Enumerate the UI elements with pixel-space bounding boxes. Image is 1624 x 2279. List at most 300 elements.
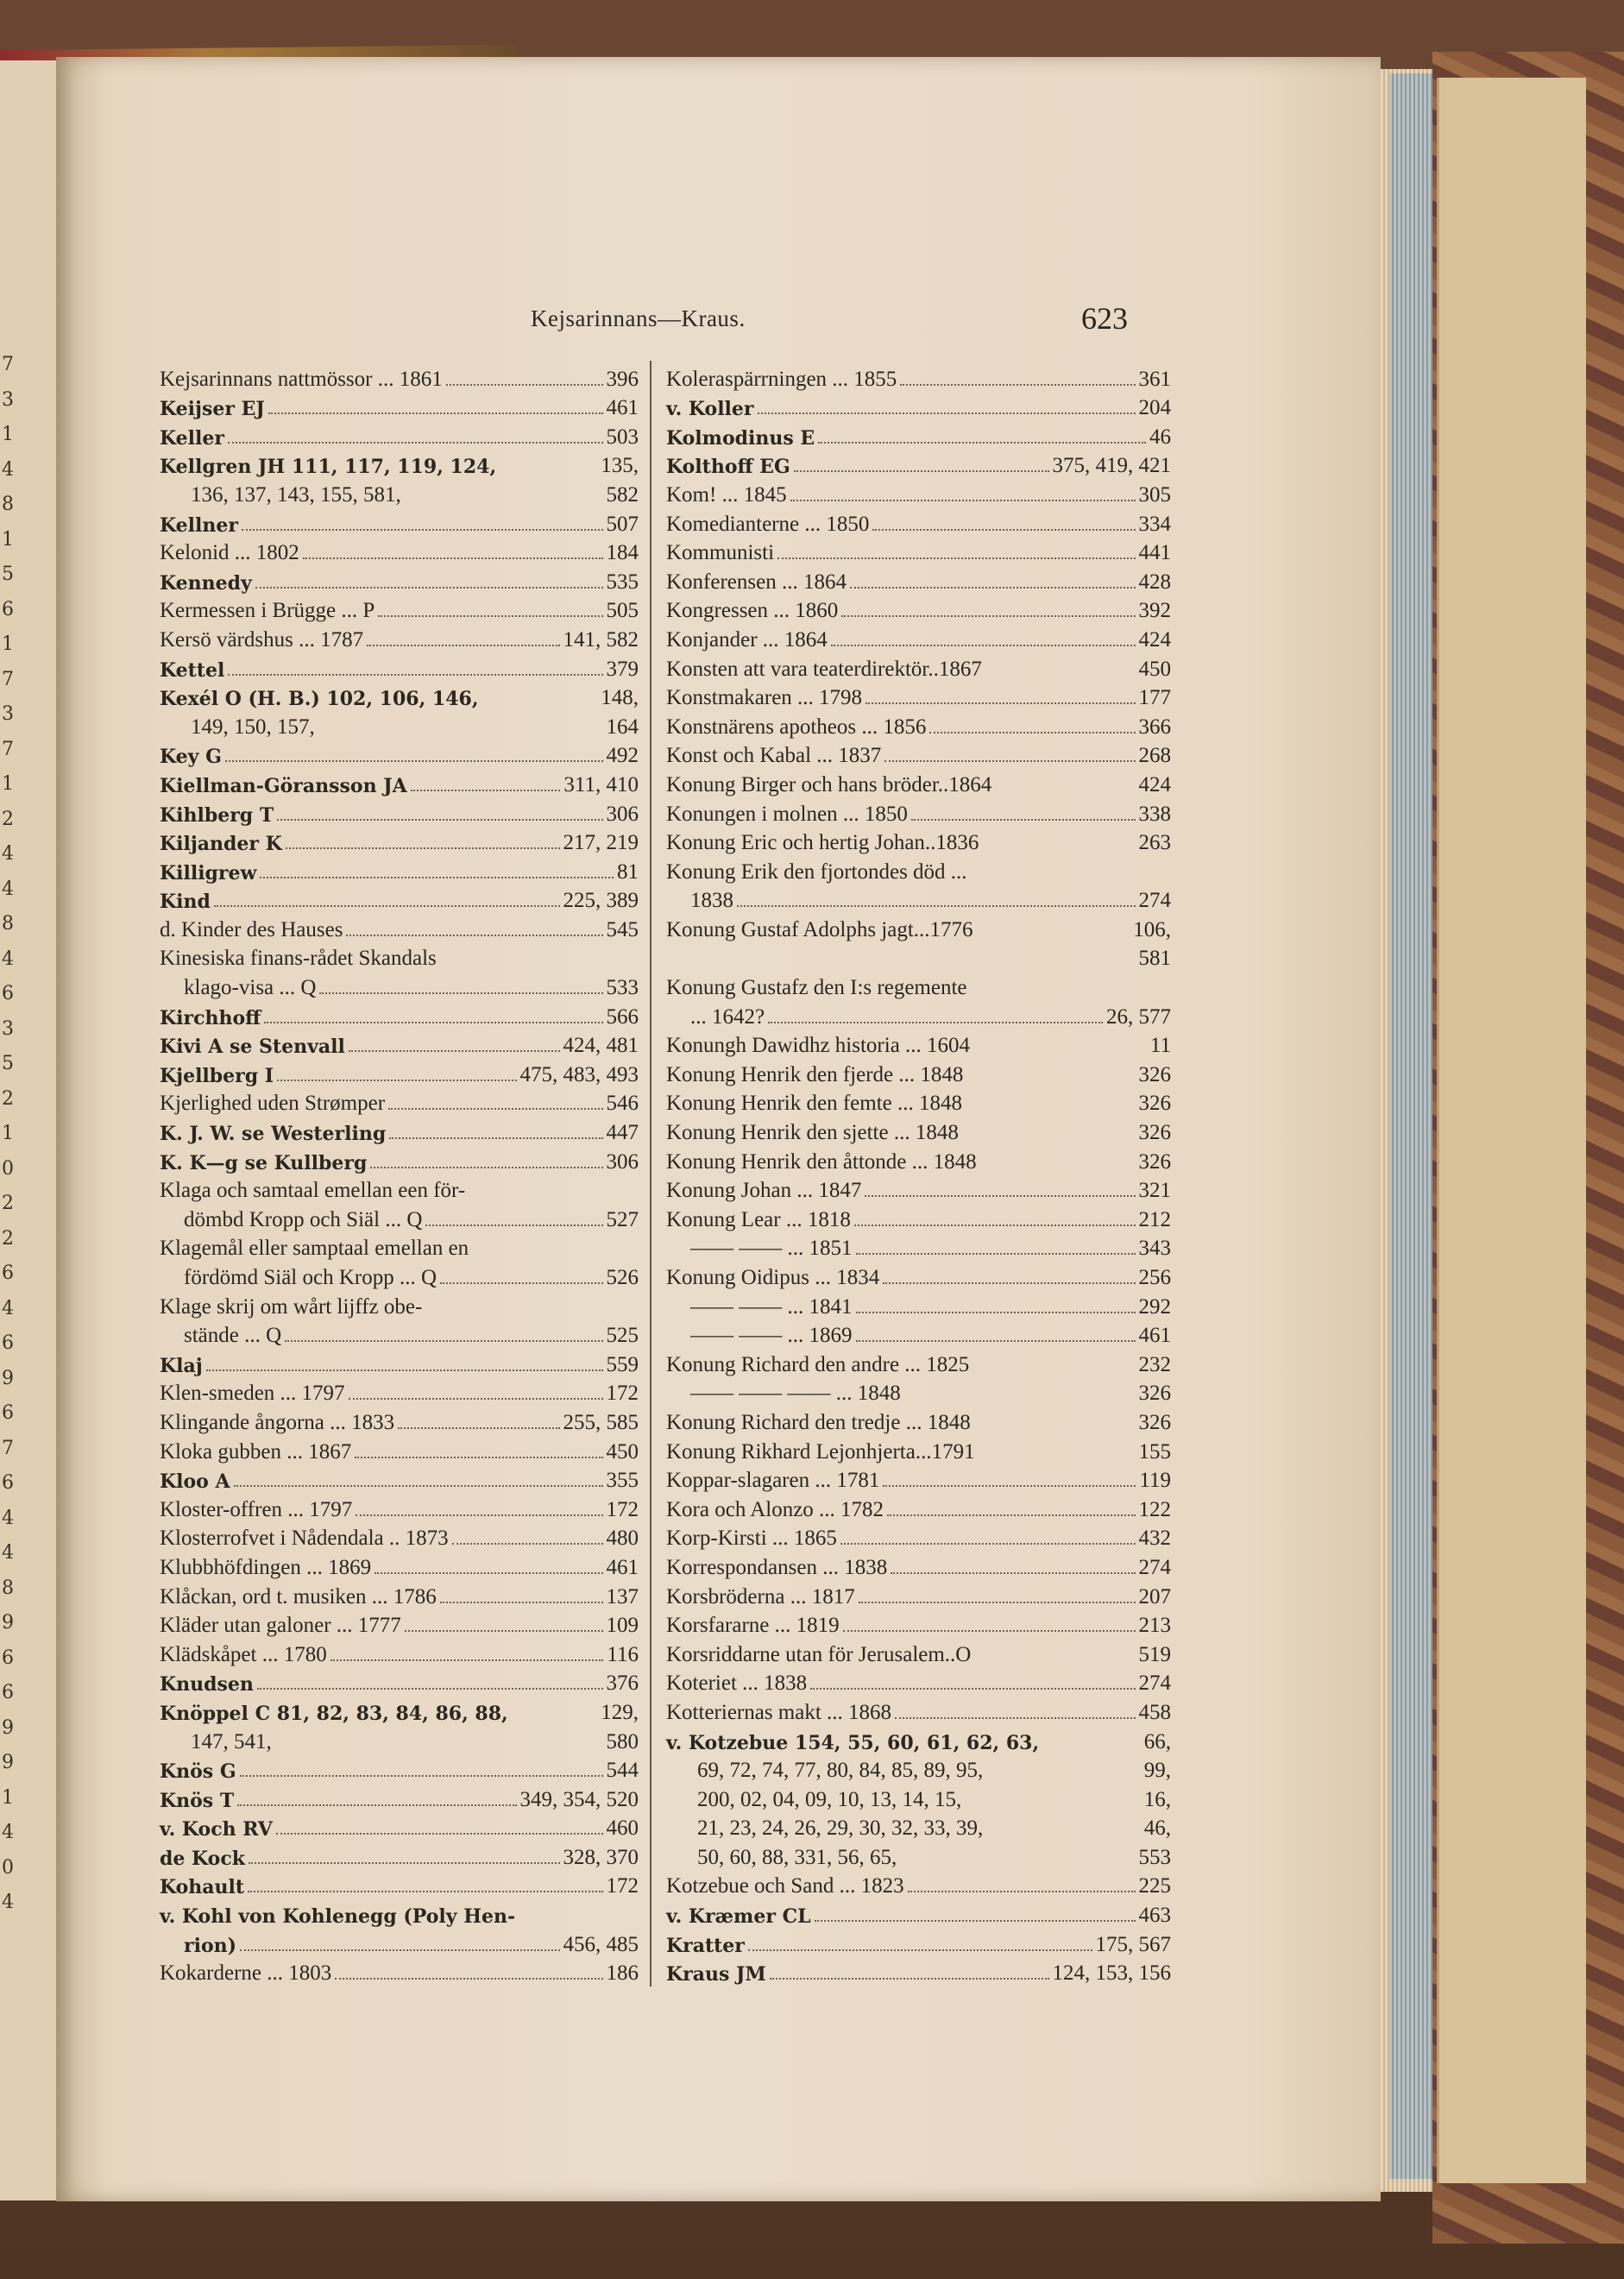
dot-leader: [794, 470, 1049, 472]
entry-title: Kolmodinus E: [666, 426, 815, 450]
entry-page-refs: 274: [1138, 1555, 1171, 1579]
entry-title: Kloo A: [160, 1470, 230, 1494]
entry-page-refs: 184: [606, 541, 639, 565]
index-entry: [160, 1839, 639, 1868]
index-entry: [160, 1753, 639, 1782]
index-entry: [160, 1346, 639, 1376]
index-column-left: [160, 361, 639, 1984]
entry-page-refs: 116: [607, 1642, 639, 1666]
index-entry: [666, 361, 1171, 390]
entry-title: Kokarderne ... 1803: [160, 1961, 332, 1986]
entry-title: K. K—g se Kullberg: [160, 1151, 368, 1174]
entry-title: 149, 150, 157,: [191, 715, 315, 739]
dot-leader: [277, 1080, 516, 1081]
index-entry: [666, 1463, 1171, 1492]
index-page: [56, 57, 1381, 2201]
entry-page-refs: 207: [1138, 1584, 1171, 1609]
entry-page-refs: 480: [606, 1527, 639, 1551]
entry-page-refs: 175, 567: [1095, 1932, 1171, 1956]
entry-title: 69, 72, 74, 77, 80, 84, 85, 89, 95,: [697, 1759, 984, 1783]
index-entry: [160, 708, 639, 738]
entry-page-refs: 26, 577: [1106, 1004, 1171, 1029]
index-entry: [666, 680, 1171, 709]
entry-title: Konstnärens apotheos ... 1856: [666, 715, 927, 739]
facing-page-digit: 8: [2, 913, 14, 935]
index-entry: [160, 1926, 639, 1955]
dot-leader: [389, 1137, 602, 1139]
index-entry: [666, 1868, 1171, 1898]
entry-title: Kora och Alonzo ... 1782: [666, 1497, 884, 1521]
entry-page-refs: 326: [1138, 1092, 1171, 1116]
index-entry: [666, 941, 1171, 970]
facing-page-digit: 6: [2, 1682, 14, 1703]
entry-page-refs: 81: [617, 859, 639, 884]
entry-page-refs: 461: [606, 1555, 639, 1579]
facing-page-digit: 9: [2, 1716, 14, 1739]
dot-leader: [840, 1543, 1136, 1545]
dot-leader: [257, 1688, 603, 1690]
index-entry: [160, 1955, 639, 1985]
entry-title: Konung Oidipus ... 1834: [666, 1266, 880, 1289]
entry-title: Knös G: [160, 1760, 236, 1784]
index-entry: [666, 1056, 1171, 1086]
entry-title: Konung Gustafz den I:s regemente: [666, 976, 967, 1000]
entry-title: Kom! ... 1845: [666, 482, 787, 507]
entry-page-refs: 361: [1138, 367, 1171, 391]
facing-page-digit: 8: [2, 494, 14, 515]
entry-page-refs: 463: [1138, 1904, 1171, 1928]
entry-title: Kotteriernas makt ... 1868: [666, 1700, 892, 1724]
index-entry: [160, 1868, 639, 1898]
entry-title: Kläder utan galoner ... 1777: [160, 1614, 401, 1638]
entry-title: Komedianterne ... 1850: [666, 512, 870, 536]
entry-title: Konung Henrik den sjette ... 1848: [666, 1121, 959, 1145]
facing-page-digit: 4: [2, 1542, 14, 1564]
entry-page-refs: 119: [1139, 1469, 1171, 1493]
entry-page-refs: 492: [606, 744, 639, 768]
facing-page-digit: 1: [2, 1786, 14, 1809]
dot-leader: [303, 557, 603, 559]
index-entry: [160, 621, 639, 651]
dot-leader: [856, 1312, 1136, 1313]
entry-title: —— —— ... 1869: [690, 1324, 853, 1348]
entry-page-refs: 186: [606, 1961, 639, 1986]
entry-title: Kivi A se Stenvall: [160, 1036, 345, 1059]
facing-page-digit: 1: [2, 773, 14, 795]
facing-page-digit: 7: [2, 354, 14, 375]
index-entry: [160, 1463, 639, 1492]
entry-title: 50, 60, 88, 331, 56, 65,: [697, 1845, 897, 1869]
entry-page-refs: 581: [1138, 947, 1171, 971]
entry-title: Klingande ångorna ... 1833: [160, 1410, 395, 1434]
facing-page-digit: 4: [2, 947, 14, 970]
page-number: 623: [1081, 301, 1128, 336]
dot-leader: [843, 1630, 1136, 1632]
dot-leader: [240, 1949, 559, 1951]
index-entry: [666, 796, 1171, 825]
index-entry: [666, 853, 1171, 883]
entry-title: Konst och Kabal ... 1837: [666, 744, 882, 768]
index-entry: [160, 883, 639, 912]
entry-page-refs: 326: [1138, 1410, 1171, 1434]
facing-page-digit: 6: [2, 1472, 14, 1494]
entry-title: Kongressen ... 1860: [666, 599, 839, 623]
facing-page-digit: 2: [2, 1193, 14, 1214]
entry-page-refs: 263: [1138, 831, 1171, 855]
page-edges-tinted: [1389, 73, 1432, 2179]
entry-page-refs: 204: [1138, 396, 1171, 420]
dot-leader: [349, 1398, 603, 1400]
entry-page-refs: 172: [606, 1497, 639, 1521]
dot-leader: [856, 1340, 1136, 1342]
dot-leader: [790, 500, 1136, 501]
index-entry: [666, 911, 1171, 941]
entry-page-refs: 225, 389: [563, 889, 639, 913]
entry-page-refs: 424: [1138, 627, 1171, 652]
entry-title: 21, 23, 24, 26, 29, 30, 32, 33, 39,: [697, 1816, 984, 1841]
entry-title: Kommunisti: [666, 541, 775, 565]
index-entry: [160, 1028, 639, 1057]
index-entry: [160, 1781, 639, 1810]
entry-title: klago-visa ... Q: [184, 976, 317, 1000]
index-entry: [666, 1259, 1171, 1288]
index-entry: [666, 1086, 1171, 1115]
entry-page-refs: 99,: [1143, 1759, 1171, 1783]
facing-page-digit: 8: [2, 1577, 14, 1599]
entry-page-refs: 164: [606, 715, 639, 739]
entry-page-refs: 16,: [1143, 1787, 1171, 1811]
index-entry: [666, 1491, 1171, 1520]
facing-page-digit: 6: [2, 983, 14, 1004]
entry-page-refs: 106,: [1133, 917, 1171, 941]
dot-leader: [770, 1978, 1049, 1980]
entry-page-refs: 274: [1138, 1671, 1171, 1696]
facing-page-digit: 4: [2, 458, 14, 481]
index-entry: [160, 1318, 639, 1347]
index-entry: [666, 1231, 1171, 1260]
entry-page-refs: 559: [606, 1352, 639, 1376]
entry-title: Kind: [160, 891, 211, 914]
entry-title: Konferensen ... 1864: [666, 570, 847, 594]
index-entry: [666, 390, 1171, 419]
entry-page-refs: 311, 410: [563, 772, 639, 796]
facing-page-digit: 4: [2, 843, 14, 865]
entry-title: Konung Birger och hans bröder..1864: [666, 772, 992, 796]
index-entry: [160, 1549, 639, 1578]
index-entry: [666, 1578, 1171, 1608]
entry-title: Kraus JM: [666, 1963, 766, 1986]
entry-page-refs: 396: [606, 367, 639, 391]
entry-page-refs: 306: [606, 802, 639, 826]
dot-leader: [891, 1572, 1135, 1574]
index-entry: [666, 969, 1171, 998]
entry-title: Konung Johan ... 1847: [666, 1179, 862, 1203]
entry-page-refs: 349, 354, 520: [519, 1787, 639, 1811]
entry-page-refs: 424: [1138, 772, 1171, 796]
facing-page-digit: 1: [2, 633, 14, 655]
entry-title: Kotzebue och Sand ... 1823: [666, 1874, 904, 1898]
entry-title: v. Koch RV: [160, 1818, 273, 1841]
entry-title: dömbd Kropp och Siäl ... Q: [184, 1207, 423, 1231]
index-entry: [160, 1404, 639, 1433]
entry-title: Kexél O (H. B.) 102, 106, 146,: [160, 688, 479, 711]
entry-page-refs: 366: [1138, 715, 1171, 739]
facing-page-digit: 5: [2, 563, 14, 585]
dot-leader: [398, 1427, 559, 1429]
entry-title: Konung Eric och hertig Johan..1836: [666, 831, 979, 855]
entry-title: Key G: [160, 746, 222, 769]
facing-page-digit: 6: [2, 598, 14, 620]
index-entry: [666, 825, 1171, 854]
entry-title: Knöppel C 81, 82, 83, 84, 86, 88,: [160, 1702, 508, 1725]
dot-leader: [911, 819, 1136, 821]
dot-leader: [367, 645, 559, 646]
entry-title: Koteriet ... 1838: [666, 1671, 808, 1696]
index-entry: [160, 419, 639, 448]
entry-title: Konung Erik den fjortondes död ...: [666, 859, 967, 884]
dot-leader: [264, 1022, 602, 1023]
dot-leader: [748, 1949, 1092, 1951]
index-entry: [666, 883, 1171, 912]
entry-page-refs: 334: [1138, 512, 1171, 536]
entry-page-refs: 124, 153, 156: [1052, 1961, 1171, 1986]
index-entry: [160, 535, 639, 564]
index-entry: [160, 1231, 639, 1260]
entry-title: Kinesiska finans-rådet Skandals: [160, 947, 437, 971]
index-entry: [666, 476, 1171, 506]
index-entry: [666, 1346, 1171, 1376]
index-entry: [160, 476, 639, 506]
entry-title: —— —— ... 1851: [690, 1237, 853, 1261]
entry-page-refs: 109: [606, 1614, 639, 1638]
entry-title: Konstmakaren ... 1798: [666, 686, 863, 710]
dot-leader: [411, 790, 561, 791]
entry-page-refs: 137: [606, 1584, 639, 1609]
entry-page-refs: 326: [1138, 1062, 1171, 1086]
facing-page-digit: 5: [2, 1053, 14, 1074]
entry-title: Kellner: [160, 513, 238, 537]
dot-leader: [929, 732, 1135, 733]
entry-title: Kirchhoff: [160, 1006, 261, 1029]
entry-page-refs: 217, 219: [563, 831, 639, 855]
entry-page-refs: 566: [606, 1004, 639, 1029]
entry-page-refs: 428: [1138, 570, 1171, 594]
index-entry: [666, 1665, 1171, 1695]
index-entry: [666, 563, 1171, 593]
entry-title: Konung Lear ... 1818: [666, 1207, 851, 1231]
index-entry: [160, 361, 639, 390]
index-entry: [160, 1433, 639, 1463]
index-entry: [160, 1636, 639, 1665]
index-entry: [666, 1433, 1171, 1463]
entry-page-refs: 172: [606, 1874, 639, 1898]
entry-title: Kennedy: [160, 571, 252, 595]
facing-page-digit: 6: [2, 1646, 14, 1669]
entry-page-refs: 11: [1149, 1034, 1171, 1058]
dot-leader: [255, 587, 603, 589]
entry-title: Kratter: [666, 1934, 745, 1957]
entry-title: ... 1642?: [690, 1004, 765, 1029]
entry-page-refs: 441: [1138, 541, 1171, 565]
dot-leader: [356, 1514, 602, 1516]
entry-title: Koleraspärrningen ... 1855: [666, 367, 897, 391]
entry-page-refs: 326: [1138, 1121, 1171, 1145]
entry-title: Kettel: [160, 658, 225, 682]
entry-title: Klen-smeden ... 1797: [160, 1382, 345, 1406]
facing-page-digit: 4: [2, 878, 14, 900]
entry-title: Kiellman-Göransson JA: [160, 774, 407, 797]
index-entry: [160, 825, 639, 854]
entry-page-refs: 232: [1138, 1352, 1171, 1376]
entry-title: Konungen i molnen ... 1850: [666, 802, 908, 826]
index-entry: [160, 1578, 639, 1608]
dot-leader: [277, 819, 602, 821]
dot-leader: [240, 1775, 603, 1777]
index-entry: [160, 853, 639, 883]
entry-title: Konung Gustaf Adolphs jagt...1776: [666, 917, 973, 941]
dot-leader: [286, 847, 560, 849]
entry-title: Konung Henrik den femte ... 1848: [666, 1092, 962, 1116]
index-entry: [666, 1376, 1171, 1405]
entry-title: Kersö värdshus ... 1787: [160, 627, 364, 652]
index-entry: [160, 766, 639, 796]
entry-title: Konung Rikhard Lejonhjerta...1791: [666, 1439, 975, 1464]
dot-leader: [883, 1485, 1136, 1487]
index-entry: [160, 1288, 639, 1318]
entry-page-refs: 256: [1138, 1266, 1171, 1289]
entry-page-refs: 268: [1138, 744, 1171, 768]
dot-leader: [856, 1253, 1136, 1255]
entry-title: 1838: [690, 889, 733, 913]
entry-page-refs: 326: [1138, 1382, 1171, 1406]
dot-leader: [330, 1659, 604, 1661]
entry-page-refs: 255, 585: [563, 1410, 639, 1434]
entry-title: Kermessen i Brügge ... P: [160, 599, 375, 623]
dot-leader: [872, 529, 1135, 531]
index-entry: [160, 1376, 639, 1405]
entry-page-refs: 535: [606, 570, 639, 594]
entry-title: v. Kotzebue 154, 55, 60, 61, 62, 63,: [666, 1731, 1040, 1754]
entry-title: Klage skrij om wårt lijffz obe-: [160, 1294, 423, 1319]
index-entry: [160, 969, 639, 998]
index-entry: [666, 1114, 1171, 1143]
facing-page-digit: 4: [2, 1507, 14, 1529]
index-entry: [160, 1665, 639, 1695]
entry-title: K. J. W. se Westerling: [160, 1123, 387, 1146]
index-entry: [666, 1028, 1171, 1057]
dot-leader: [440, 1602, 603, 1603]
dot-leader: [887, 1514, 1135, 1516]
entry-page-refs: 461: [1138, 1324, 1171, 1348]
index-entry: [666, 1955, 1171, 1985]
entry-title: v. Koller: [666, 398, 754, 421]
entry-title: Kiljander K: [160, 833, 282, 856]
entry-title: Kejsarinnans nattmössor ... 1861: [160, 367, 443, 391]
index-entry: [160, 1259, 639, 1288]
dot-leader: [355, 1457, 602, 1458]
dot-leader: [854, 1224, 1136, 1226]
entry-page-refs: 507: [606, 512, 639, 536]
index-entry: [666, 1288, 1171, 1318]
index-entry: [666, 593, 1171, 622]
index-entry: [666, 1897, 1171, 1929]
entry-page-refs: 375, 419, 421: [1052, 454, 1171, 478]
entry-title: Konungh Dawidhz historia ... 1604: [666, 1034, 971, 1058]
index-entry: [160, 738, 639, 767]
index-entry: [666, 1318, 1171, 1347]
entry-page-refs: 155: [1138, 1439, 1171, 1464]
dot-leader: [285, 1340, 602, 1342]
dot-leader: [758, 412, 1136, 414]
index-entry: [160, 796, 639, 825]
index-entry: [160, 1173, 639, 1202]
entry-title: Kohault: [160, 1876, 245, 1899]
entry-page-refs: 458: [1138, 1700, 1171, 1724]
entry-title: v. Kohl von Kohlenegg (Poly Hen-: [160, 1905, 516, 1929]
entry-page-refs: 450: [606, 1439, 639, 1464]
entry-title: —— —— —— ... 1848: [690, 1382, 901, 1406]
entry-title: —— —— ... 1841: [690, 1294, 853, 1319]
index-entry: [160, 1608, 639, 1637]
entry-page-refs: 461: [606, 396, 639, 420]
dot-leader: [225, 760, 603, 762]
entry-page-refs: 141, 582: [563, 627, 639, 652]
index-entry: [666, 1753, 1171, 1782]
entry-page-refs: 46,: [1143, 1816, 1171, 1841]
entry-title: Korp-Kirsti ... 1865: [666, 1527, 837, 1551]
facing-page-digit: 4: [2, 1822, 14, 1843]
index-entry: [160, 1143, 639, 1173]
index-entry: [666, 1810, 1171, 1840]
index-entry: [666, 1549, 1171, 1578]
entry-title: Kloster-offren ... 1797: [160, 1497, 353, 1521]
index-entry: [666, 1143, 1171, 1173]
facing-page-digit: 9: [2, 1612, 14, 1634]
dot-leader: [866, 702, 1135, 704]
facing-page-digit: 9: [2, 1367, 14, 1389]
index-entry: [666, 1723, 1171, 1753]
dot-leader: [276, 1833, 603, 1835]
entry-title: Konung Henrik den åttonde ... 1848: [666, 1149, 977, 1174]
entry-title: 147, 541,: [191, 1729, 272, 1753]
dot-leader: [260, 877, 614, 878]
entry-title: v. Kræmer CL: [666, 1905, 811, 1929]
facing-page-digit: 3: [2, 1017, 14, 1040]
entry-page-refs: 553: [1138, 1845, 1171, 1869]
facing-page-digit: 7: [2, 668, 14, 690]
dot-leader: [859, 1602, 1136, 1603]
facing-page-digit: 1: [2, 1123, 14, 1144]
entry-page-refs: 447: [606, 1121, 639, 1145]
dot-leader: [349, 1050, 560, 1052]
index-entry: [160, 1056, 639, 1086]
facing-page-digit: 6: [2, 1332, 14, 1354]
index-entry: [160, 1114, 639, 1146]
entry-page-refs: 580: [606, 1729, 639, 1753]
index-entry: [160, 1086, 639, 1115]
entry-title: Keller: [160, 426, 224, 450]
facing-page-digit: 2: [2, 1227, 14, 1250]
facing-page-digit: 4: [2, 1297, 14, 1319]
entry-title: Klosterrofvet i Nådendala .. 1873: [160, 1527, 449, 1551]
dot-leader: [228, 442, 603, 444]
index-entry: [160, 506, 639, 535]
entry-page-refs: 148,: [601, 686, 639, 710]
entry-page-refs: 122: [1138, 1497, 1171, 1521]
entry-page-refs: 213: [1138, 1614, 1171, 1638]
entry-title: Konung Henrik den fjerde ... 1848: [666, 1062, 964, 1086]
index-entry: [666, 1636, 1171, 1665]
